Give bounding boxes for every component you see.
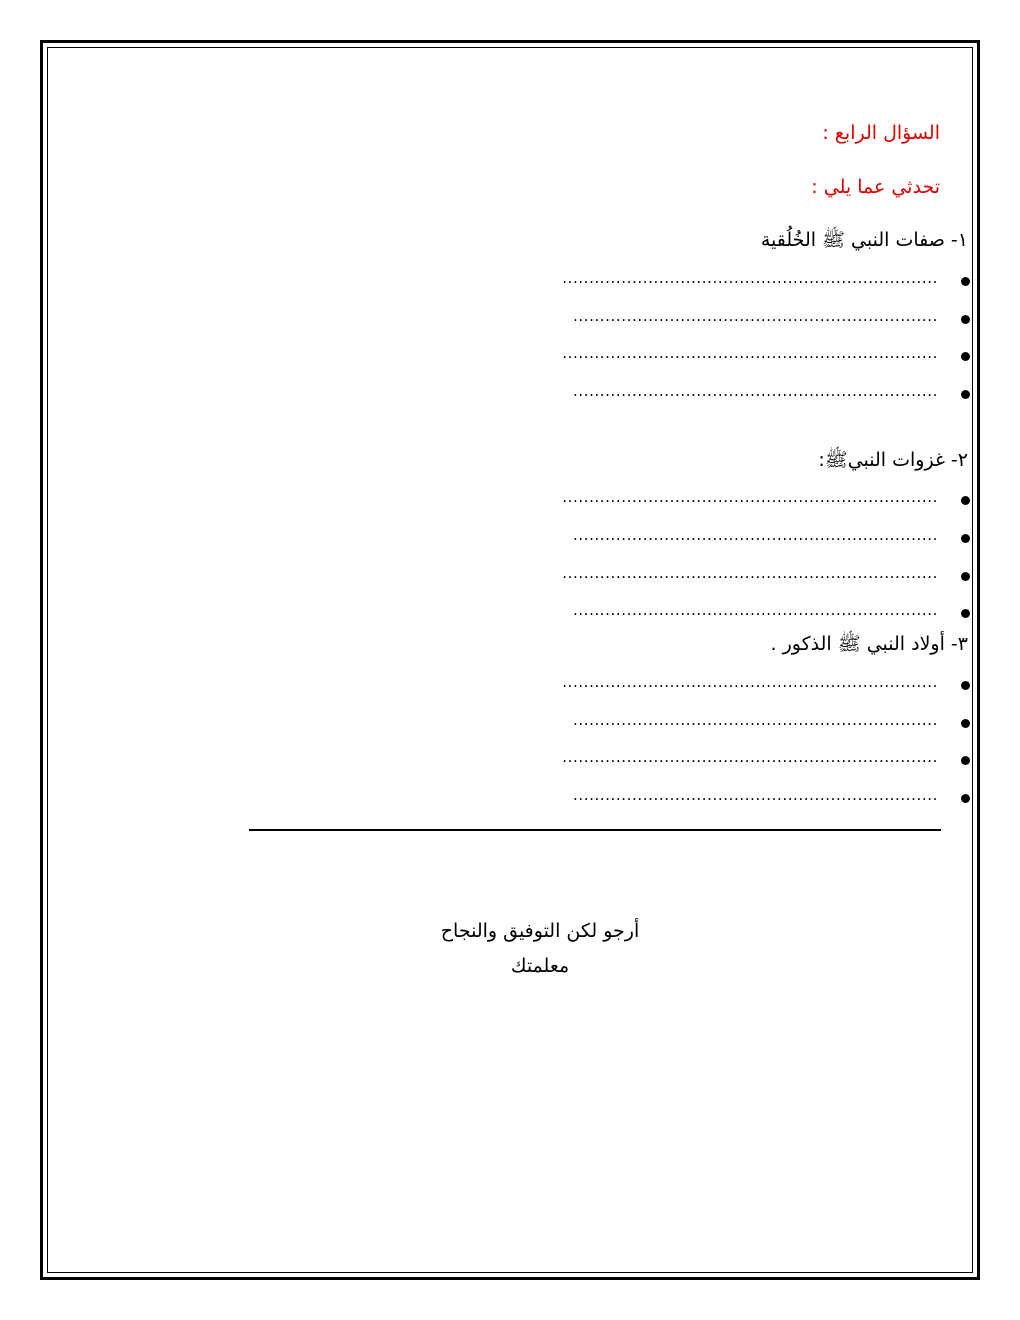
dotted-answer-line: ...................................................................... xyxy=(562,269,938,287)
answer-line[interactable] xyxy=(470,785,970,813)
answer-line[interactable] xyxy=(470,563,970,591)
bullet-icon xyxy=(961,315,970,324)
bullet-icon xyxy=(961,719,970,728)
section-1-title: ١- صفات النبي ﷺ الخُلُقية xyxy=(760,229,968,251)
bullet-icon xyxy=(961,534,970,543)
dotted-answer-line: .................................................................... xyxy=(572,382,938,400)
page-border xyxy=(40,40,980,1280)
dotted-answer-line: ...................................................................... xyxy=(562,673,938,691)
bullet-icon xyxy=(961,794,970,803)
bullet-icon xyxy=(961,609,970,618)
question-label: السؤال الرابع : xyxy=(822,122,940,144)
answer-line[interactable] xyxy=(470,600,970,628)
answer-line[interactable] xyxy=(470,268,970,296)
horizontal-divider xyxy=(249,829,941,831)
answer-line[interactable] xyxy=(470,306,970,334)
teacher-signature: معلمتك xyxy=(510,955,570,977)
bullet-icon xyxy=(961,756,970,765)
dotted-answer-line: .................................................................... xyxy=(572,307,938,325)
bullet-icon xyxy=(961,496,970,505)
dotted-answer-line: ...................................................................... xyxy=(562,564,938,582)
answer-line[interactable] xyxy=(470,487,970,515)
dotted-answer-line: .................................................................... xyxy=(572,601,938,619)
instruction-text: تحدثي عما يلي : xyxy=(811,176,940,198)
dotted-answer-line: ...................................................................... xyxy=(562,748,938,766)
section-3-title: ٣- أولاد النبي ﷺ الذكور . xyxy=(770,633,968,655)
answer-line[interactable] xyxy=(470,710,970,738)
dotted-answer-line: .................................................................... xyxy=(572,526,938,544)
section-2-title: ٢- غزوات النبيﷺ: xyxy=(818,449,968,471)
answer-line[interactable] xyxy=(470,381,970,409)
closing-wish: أرجو لكن التوفيق والنجاح xyxy=(440,920,640,942)
bullet-icon xyxy=(961,572,970,581)
bullet-icon xyxy=(961,277,970,286)
bullet-icon xyxy=(961,390,970,399)
dotted-answer-line: ...................................................................... xyxy=(562,344,938,362)
answer-line[interactable] xyxy=(470,525,970,553)
answer-line[interactable] xyxy=(470,343,970,371)
dotted-answer-line: .................................................................... xyxy=(572,711,938,729)
answer-line[interactable] xyxy=(470,672,970,700)
bullet-icon xyxy=(961,352,970,361)
dotted-answer-line: .................................................................... xyxy=(572,786,938,804)
dotted-answer-line: ...................................................................... xyxy=(562,488,938,506)
answer-line[interactable] xyxy=(470,747,970,775)
bullet-icon xyxy=(961,681,970,690)
